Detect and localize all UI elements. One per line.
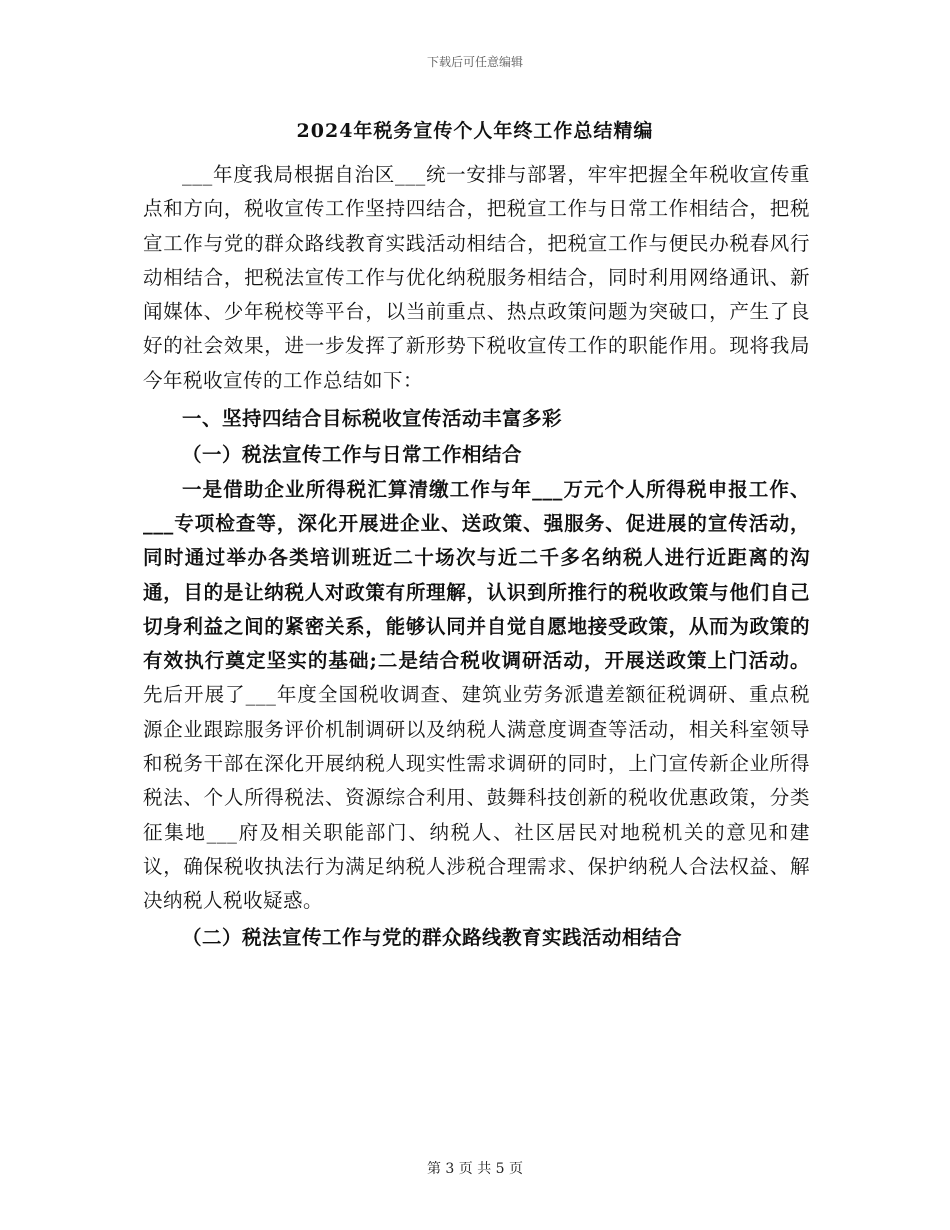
document-body bbox=[143, 158, 810, 955]
body-paragraph-1-rest: 先后开展了___年度全国税收调查、建筑业劳务派遣差额征税调研、重点税源企业跟踪服务评价机制调研以及纳税人满意度调查等活动，相关科室领导和税务干部在深化开展纳税人现实性需求调研的同时，上门宣传新企业所得税法、个人所得税法、资源综合利用、鼓舞科技创新的税收优惠政策，分类征集地___府及相关职能部门、纳税人、社区居民对地税机关的意见和建议，确保税收执法行为满足纳税人涉税合理需求、保护纳税人合法权益、解决纳税人税收疑惑。 bbox=[143, 683, 810, 913]
page-header-note: 下载后可任意编辑 bbox=[426, 55, 523, 69]
body-paragraph-1 bbox=[143, 473, 810, 919]
subsection-heading-2: （二）税法宣传工作与党的群众路线教育实践活动相结合 bbox=[182, 925, 683, 949]
intro-paragraph: ___年度我局根据自治区___统一安排与部署，牢牢把握全年税收宣传重点和方向，税收宣传工作坚持四结合，把税宣工作与日常工作相结合，把税宣工作与党的群众路线教育实践活动相结合，把税宣工作与便民办税春风行动相结合，把税法宣传工作与优化纳税服务相结合，同时利用网络通讯、新闻媒体、少年税校等平台，以当前重点、热点政策问题为突破口，产生了良好的社会效果，进一步发挥了新形势下税收宣传工作的职能作用。现将我局今年税收宣传的工作总结如下： bbox=[143, 163, 810, 392]
page-footer: 第 3 页 共 5 页 bbox=[426, 1161, 524, 1177]
section-heading-1: 一、坚持四结合目标税收宣传活动丰富多彩 bbox=[182, 407, 563, 431]
body-paragraph-1-bold: 一是借助企业所得税汇算清缴工作与年___万元个人所得税申报工作、___专项检查等，深化开展进企业、送政策、强服务、促进展的宣传活动，同时通过举办各类培训班近二十场次与近二千多名纳税人进行近距离的沟通，目的是让纳税人对政策有所理解，认识到所推行的税收政策与他们自己切身利益之间的紧密关系，能够认同并自觉自愿地接受政策，从而为政策的有效执行奠定坚实的基础;二是结合税收调研活动，开展送政策上门活动。 bbox=[143, 477, 810, 673]
document-title: 2024年税务宣传个人年终工作总结精编 bbox=[296, 120, 654, 142]
subsection-heading-1: （一）税法宣传工作与日常工作相结合 bbox=[182, 443, 523, 467]
